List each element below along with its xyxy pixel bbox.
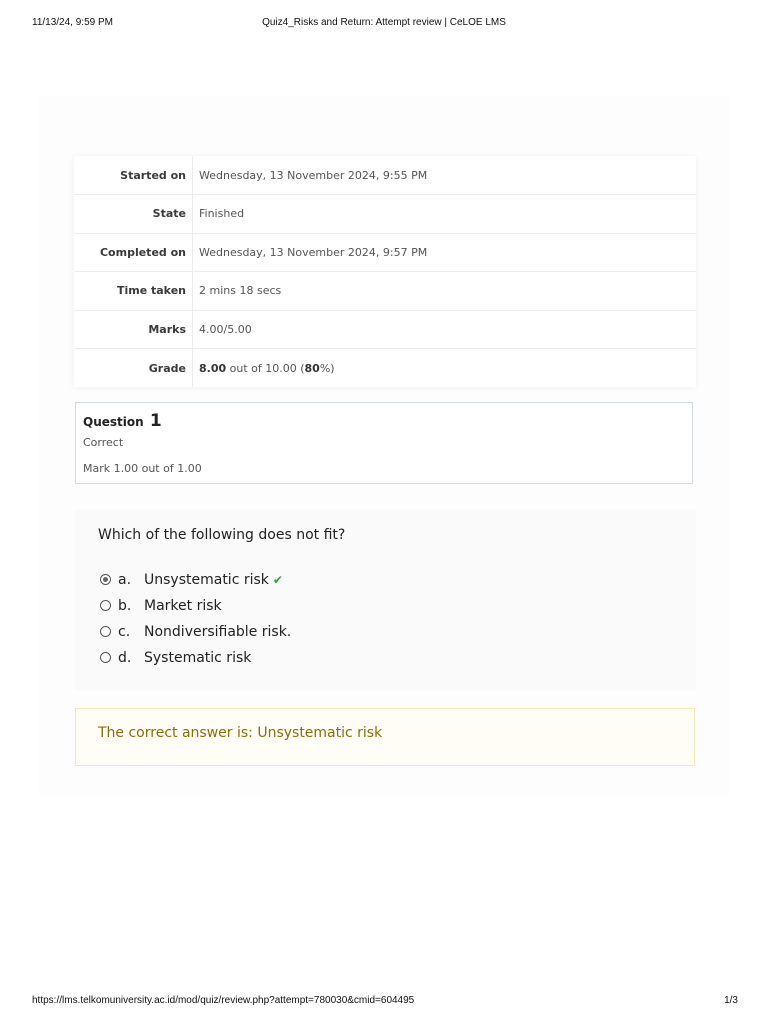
summary-label: Marks	[74, 310, 193, 349]
print-title: Quiz4_Risks and Return: Attempt review | CeLOE LMS	[262, 17, 506, 28]
question-label: Question	[83, 415, 144, 429]
summary-value: 2 mins 18 secs	[199, 284, 282, 298]
summary-value: 4.00/5.00	[199, 322, 252, 336]
answer-option-b[interactable]	[98, 598, 658, 624]
summary-label: Time taken	[74, 272, 193, 311]
feedback-box	[75, 708, 695, 766]
question-content	[74, 510, 696, 690]
question-number-value: 1	[149, 411, 162, 431]
print-datetime: 11/13/24, 9:59 PM	[32, 17, 113, 28]
page-number: 1/3	[724, 995, 738, 1006]
summary-label: Completed on	[74, 233, 193, 272]
summary-row	[74, 272, 696, 311]
summary-row-grade	[74, 349, 696, 388]
answer-text: Nondiversifiable risk.	[144, 624, 292, 640]
answer-text: Market risk	[144, 598, 222, 614]
question-info-box	[75, 402, 693, 484]
summary-label: Started on	[74, 156, 193, 195]
question-mark: Mark 1.00 out of 1.00	[83, 462, 202, 475]
summary-row	[74, 310, 696, 349]
answer-list	[98, 572, 658, 676]
summary-value: Wednesday, 13 November 2024, 9:57 PM	[199, 245, 428, 259]
question-text: Which of the following does not fit?	[98, 527, 346, 543]
radio-button[interactable]	[100, 626, 111, 637]
radio-button[interactable]	[100, 652, 111, 663]
radio-button[interactable]	[100, 600, 111, 611]
answer-option-c[interactable]	[98, 624, 658, 650]
answer-text: Unsystematic risk	[144, 572, 269, 588]
answer-letter: d.	[118, 650, 132, 666]
grade-label: Grade	[74, 349, 193, 388]
print-footer	[0, 995, 768, 1009]
radio-button-selected[interactable]	[100, 574, 111, 585]
print-url: https://lms.telkomuniversity.ac.id/mod/quiz/review.php?attempt=780030&cmid=604495	[32, 995, 415, 1006]
summary-row	[74, 195, 696, 234]
summary-value: Finished	[199, 207, 245, 221]
answer-letter: b.	[118, 598, 132, 614]
grade-percent: 80	[304, 361, 320, 375]
grade-out-of: out of 10.00 (	[226, 361, 305, 375]
answer-letter: c.	[118, 624, 131, 640]
question-state: Correct	[83, 436, 124, 449]
summary-row	[74, 156, 696, 195]
print-header	[0, 17, 768, 31]
answer-text-wrap	[144, 572, 283, 588]
summary-value: Wednesday, 13 November 2024, 9:55 PM	[199, 168, 428, 182]
answer-letter: a.	[118, 572, 132, 588]
grade-score: 8.00	[199, 361, 227, 375]
question-number	[83, 411, 162, 431]
answer-text: Systematic risk	[144, 650, 252, 666]
summary-label: State	[74, 195, 193, 234]
answer-option-d[interactable]	[98, 650, 658, 676]
check-icon: ✔	[272, 573, 283, 587]
summary-row	[74, 233, 696, 272]
correct-answer-feedback: The correct answer is: Unsystematic risk	[98, 725, 383, 741]
grade-suffix: %)	[319, 361, 335, 375]
attempt-summary-table	[74, 156, 696, 387]
answer-option-a[interactable]	[98, 572, 658, 598]
grade-value	[193, 349, 697, 388]
